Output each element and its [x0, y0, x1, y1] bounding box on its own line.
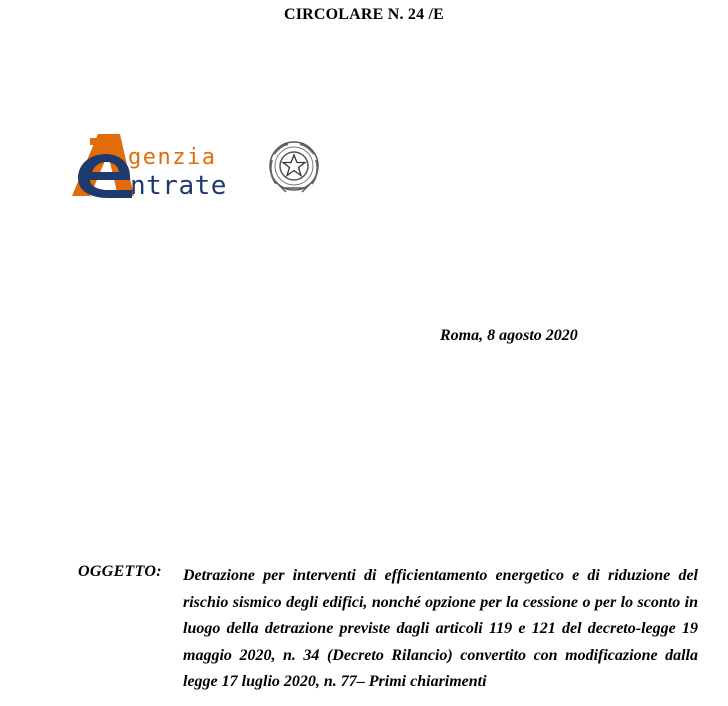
agenzia-entrate-logo	[68, 132, 330, 204]
logo-line2: ntrate	[130, 171, 227, 201]
republic-emblem-icon	[270, 142, 318, 192]
document-date: Roma, 8 agosto 2020	[440, 327, 578, 344]
subject-text: Detrazione per interventi di efficientamento energetico e di riduzione del rischio sismico degli edifici, nonché opzione per la cessione o per lo sconto in luogo della detrazione previste dagli articoli 119 e 121 del decreto-legge 19 maggio 2020, n. 34 (Decreto Rilancio) convertito con modificazione dalla legge 17 luglio 2020, n. 77– Primi chiarimenti	[183, 567, 698, 690]
document-heading: CIRCOLARE N. 24 /E	[283, 6, 445, 23]
logo-line1: genzia	[128, 145, 217, 170]
subject-label: OGGETTO:	[78, 563, 162, 580]
